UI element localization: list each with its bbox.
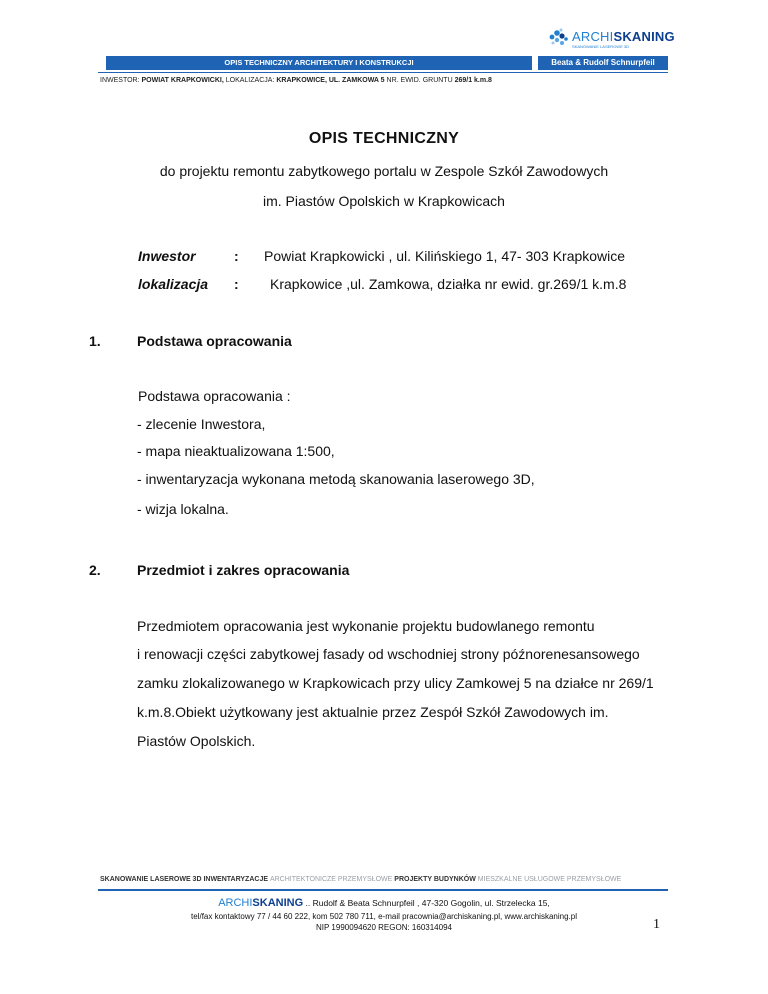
logo-dots-icon [548,27,570,49]
header-author-bar [538,56,668,70]
list-item: - wizja lokalna. [137,501,229,517]
section1-intro: Podstawa opracowania : [138,388,291,404]
section2-title: Przedmiot i zakres opracowania [137,562,350,578]
location-value: Krapkowice ,ul. Zamkowa, działka nr ewid. gr.269/1 k.m.8 [270,276,627,292]
footer-contact: tel/fax kontaktowy 77 / 44 60 222, kom 502 780 711, e-mail pracownia@archiskaning.pl, www.archiskaning.pl [191,912,577,921]
paragraph-line: Piastów Opolskich. [137,733,256,749]
footer-rule [98,889,668,891]
investor-colon: : [234,248,239,264]
location-label: lokalizacja [138,276,209,292]
paragraph-line: i renowacji części zabytkowej fasady od wschodniej strony późnorenesansowego [137,646,640,662]
header-author: Beata & Rudolf Schnurpfeil [551,58,655,67]
paragraph-line: zamku zlokalizowanego w Krapkowicach przy ulicy Zamkowej 5 na działce nr 269/1 [137,675,654,691]
header-title: OPIS TECHNICZNY ARCHITEKTURY I KONSTRUKCJI [224,58,414,67]
header-title-bar [106,56,532,70]
header-investor-line: INWESTOR: POWIAT KRAPKOWICKI, LOKALIZACJA: KRAPKOWICE, UL. ZAMKOWA 5 NR. EWID. GRUNTU 269/1 k.m.8 [100,77,492,84]
section2-number: 2. [89,562,101,578]
document-title: OPIS TECHNICZNY [308,130,460,147]
company-logo [548,27,678,51]
section1-number: 1. [89,333,101,349]
investor-label: Inwestor [138,248,196,264]
logo-wordmark: ARCHISKANING [572,29,675,44]
footer-services: SKANOWANIE LASEROWE 3D INWENTARYZACJE ARCHITEKTONICZE PRZEMYSŁOWE PROJEKTY BUDYNKÓW MIESZKALNE USŁUGOWE PRZEMYSŁOWE [100,876,622,883]
page-number: 1 [653,917,660,932]
investor-value: Powiat Krapkowicki , ul. Kilińskiego 1, 47- 303 Krapkowice [264,248,626,264]
footer-nip: NIP 1990094620 REGON: 160314094 [316,923,452,932]
logo-tagline: SKANOWANIE LASEROWE 3D [572,44,629,49]
list-item: - zlecenie Inwestora, [137,416,266,432]
header-rule [98,72,668,73]
location-colon: : [234,276,239,292]
paragraph-line: k.m.8.Obiekt użytkowany jest aktualnie przez Zespół Szkół Zawodowych im. [137,704,609,720]
list-item: - inwentaryzacja wykonana metodą skanowania laserowego 3D, [137,471,535,487]
section1-title: Podstawa opracowania [137,333,292,349]
list-item: - mapa nieaktualizowana 1:500, [137,443,335,459]
footer-address: ARCHISKANING .. Rudolf & Beata Schnurpfeil , 47-320 Gogolin, ul. Strzelecka 15, [218,897,550,909]
document-subtitle-line1: do projektu remontu zabytkowego portalu w Zespole Szkół Zawodowych [159,163,609,179]
paragraph-line: Przedmiotem opracowania jest wykonanie projektu budowlanego remontu [137,618,595,634]
document-subtitle-line2: im. Piastów Opolskich w Krapkowicach [263,193,505,209]
